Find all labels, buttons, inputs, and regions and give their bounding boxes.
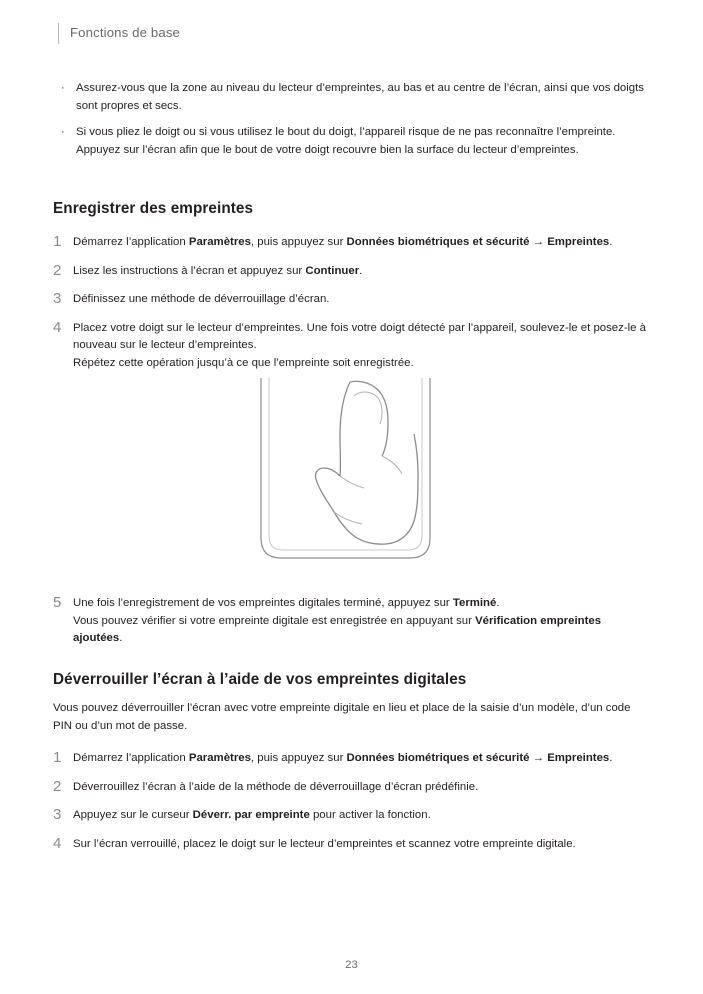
body-text: Vous pouvez vérifier si votre empreinte digitale est enregistrée en appuyant sur xyxy=(73,614,476,627)
step-number: 5 xyxy=(53,594,62,611)
body-text: . xyxy=(609,752,613,764)
step-text xyxy=(73,318,653,373)
numbered-step xyxy=(53,261,653,281)
step-text xyxy=(73,593,653,648)
numbered-step xyxy=(53,834,653,854)
body-text: , puis appuyez sur xyxy=(250,236,347,248)
body-text: Appuyez sur le curseur xyxy=(73,809,193,822)
steps-register-step5 xyxy=(53,593,653,657)
emphasis-text: Empreintes xyxy=(547,752,610,764)
body-text: → xyxy=(529,236,548,248)
body-text: . xyxy=(359,264,363,277)
bullet-text: Si vous pliez le doigt ou si vous utilisez le bout du doigt, l’appareil risque de ne pas reconnaître l’empreinte. Appuyez sur l’écran afin que le bout de votre doigt recouvre bien la surface du lecteur d’empreintes. xyxy=(76,126,616,156)
numbered-step xyxy=(53,318,653,373)
body-text: Définissez une méthode de déverrouillage d’écran. xyxy=(73,293,330,306)
bullet-marker: · xyxy=(61,126,65,138)
body-text: Lisez les instructions à l’écran et appuyez sur xyxy=(73,264,306,277)
body-text: Répétez cette opération jusqu’à ce que l’empreinte soit enregistrée. xyxy=(73,356,414,369)
page-header xyxy=(58,22,180,44)
step-text xyxy=(73,261,653,281)
step-number: 3 xyxy=(53,806,62,824)
emphasis-text: Données biométriques et sécurité xyxy=(346,752,530,764)
body-text: Placez votre doigt sur le lecteur d’empreintes. Une fois votre doigt détecté par l’appareil, soulevez-le et posez-le à nouveau sur le lecteur d’empreintes. xyxy=(73,321,646,352)
body-text: Une fois l’enregistrement de vos empreintes digitales terminé, appuyez sur xyxy=(73,597,453,609)
emphasis-text: Paramètres xyxy=(188,236,251,248)
numbered-step xyxy=(53,593,653,648)
numbered-step xyxy=(53,289,653,309)
body-text: → xyxy=(529,752,548,764)
step-text xyxy=(73,805,653,825)
numbered-step xyxy=(53,805,653,825)
body-text: Démarrez l’application xyxy=(73,236,189,248)
step-number: 1 xyxy=(53,233,62,250)
body-text: Démarrez l’application xyxy=(73,752,189,764)
emphasis-text: Données biométriques et sécurité xyxy=(346,236,530,248)
body-text: . xyxy=(609,236,613,248)
body-text: pour activer la fonction. xyxy=(309,809,431,822)
steps-register xyxy=(53,232,653,382)
body-text: . xyxy=(119,632,123,645)
list-item xyxy=(58,124,648,159)
hand-pressing-phone-fingerprint-sensor-illustration xyxy=(230,378,470,583)
step-number: 1 xyxy=(53,749,62,766)
emphasis-text: Continuer xyxy=(305,264,360,277)
numbered-step xyxy=(53,232,653,252)
bullet-text: Assurez-vous que la zone au niveau du lecteur d’empreintes, au bas et au centre de l’écran, ainsi que vos doigts sont propres et secs. xyxy=(76,82,644,112)
body-text: , puis appuyez sur xyxy=(250,752,347,764)
step-text xyxy=(73,289,653,309)
step-text xyxy=(73,748,653,768)
section-heading-unlock: Déverrouiller l’écran à l’aide de vos empreintes digitales xyxy=(53,671,467,688)
body-text: Sur l’écran verrouillé, placez le doigt sur le lecteur d’empreintes et scannez votre empreinte digitale. xyxy=(73,837,576,850)
body-text: Déverrouillez l’écran à l’aide de la méthode de déverrouillage d’écran prédéfinie. xyxy=(73,780,479,793)
emphasis-text: Déverr. par empreinte xyxy=(192,809,310,822)
numbered-step xyxy=(53,748,653,768)
emphasis-text: Vérification empreintes ajoutées xyxy=(73,614,602,645)
bullet-marker: · xyxy=(61,82,65,94)
header-title: Fonctions de base xyxy=(70,25,181,41)
step-number: 3 xyxy=(53,290,62,308)
step-text xyxy=(73,232,653,252)
section-heading-register: Enregistrer des empreintes xyxy=(53,200,254,217)
emphasis-text: Paramètres xyxy=(188,752,251,764)
step-text xyxy=(73,834,653,854)
numbered-step xyxy=(53,777,653,797)
step-number: 2 xyxy=(53,261,62,279)
body-text: . xyxy=(496,597,500,609)
header-divider xyxy=(58,23,59,44)
step-text xyxy=(73,777,653,797)
page-number: 23 xyxy=(345,959,358,971)
emphasis-text: Terminé xyxy=(452,597,497,609)
section-unlock-intro: Vous pouvez déverrouiller l’écran avec votre empreinte digitale en lieu et place de la saisie d’un modèle, d’un code PIN ou d’un mot de passe. xyxy=(53,702,631,732)
step-number: 4 xyxy=(53,834,62,852)
steps-unlock xyxy=(53,748,653,862)
list-item xyxy=(58,80,648,115)
step-number: 4 xyxy=(53,318,62,336)
emphasis-text: Empreintes xyxy=(547,236,610,248)
step-number: 2 xyxy=(53,777,62,795)
notes-bullet-list xyxy=(58,80,648,168)
